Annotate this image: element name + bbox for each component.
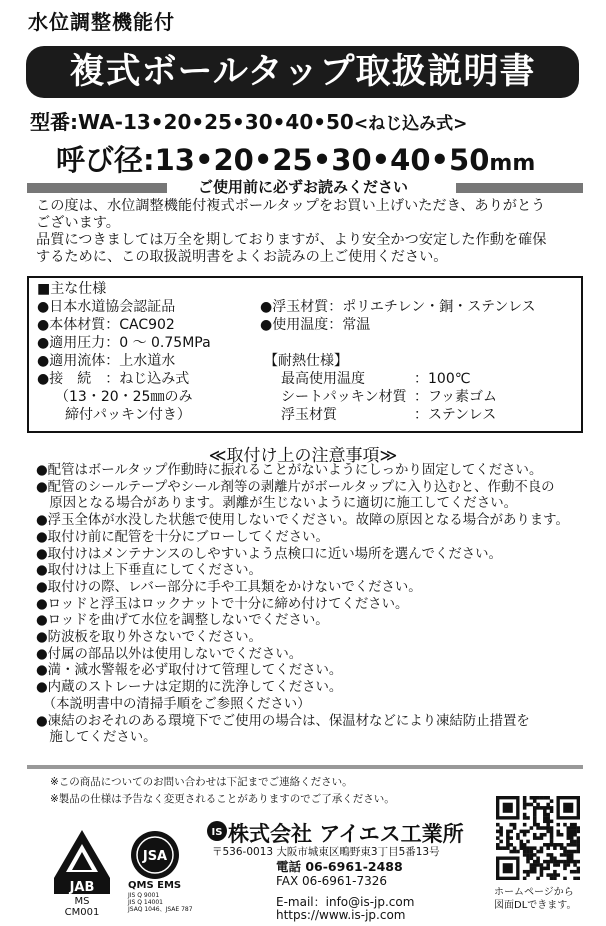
heat-spec-value: ：100℃ bbox=[414, 371, 471, 387]
spec-item: ●使用温度：常温 bbox=[260, 317, 371, 333]
caution-item: 施してください。 bbox=[36, 730, 157, 746]
company-mark-text: IS bbox=[211, 827, 223, 838]
company-website-link[interactable]: https://www.is-jp.com bbox=[276, 908, 406, 922]
intro-line: するために、この取扱説明書をよくお読みの上ご使用ください。 bbox=[36, 249, 448, 265]
jsa-logo bbox=[130, 830, 180, 880]
spec-item-note: （13・20・25㎜のみ bbox=[55, 389, 193, 405]
caution-item: ●配管のシールテープやシール剤等の剥離片がボールタップに入り込むと、作動不良の bbox=[36, 479, 555, 495]
jis-line: JSAQ 1046、JSAE 787 bbox=[128, 906, 193, 913]
caution-item: ●ロッドと浮玉はロックナットで十分に締め付けてください。 bbox=[36, 596, 409, 612]
company-name: 株式会社 アイエス工業所 bbox=[228, 822, 464, 846]
jab-logo-text: JAB bbox=[69, 880, 95, 894]
caution-heading: ≪取付け上の注意事項≫ bbox=[208, 446, 398, 466]
spec-box bbox=[27, 276, 583, 433]
heat-spec-value: ：ステンレス bbox=[414, 407, 497, 423]
document-title: 複式ボールタップ取扱説明書 bbox=[26, 46, 579, 98]
intro-line: この度は、水位調整機能付複式ボールタップをお買い上げいただき、ありがとう bbox=[36, 198, 546, 214]
spec-item: ●適用圧力：0 ～ 0.75MPa bbox=[37, 335, 211, 351]
qr-caption-line: ホームページから bbox=[494, 887, 574, 898]
caution-item: ●配管はボールタップ作動時に振れることがないようにしっかり固定してください。 bbox=[36, 463, 543, 478]
company-mark-icon bbox=[206, 820, 228, 842]
jab-caption bbox=[62, 896, 102, 918]
contact-note-line: ※製品の仕様は予告なく変更されることがありますのでご了承ください。 bbox=[50, 793, 395, 805]
jis-line: JIS Q 14001 bbox=[128, 899, 163, 906]
heat-spec-value: ：フッ素ゴム bbox=[414, 389, 498, 405]
jsa-logo-text: JSA bbox=[142, 849, 168, 864]
model-number bbox=[30, 106, 467, 135]
caution-item: ●凍結のおそれのある環境下でご使用の場合は、保温材などにより凍結防止措置を bbox=[36, 713, 530, 729]
footer-divider bbox=[27, 765, 583, 769]
company-phone: 電話 06-6961-2488 bbox=[276, 859, 403, 874]
jab-caption-line: CM001 bbox=[64, 907, 100, 918]
company-fax: FAX 06-6961-7326 bbox=[276, 874, 388, 888]
spec-item: ●本体材質：CAC902 bbox=[37, 317, 175, 333]
caution-item: ●取付けはメンテナンスのしやすいよう点検口に近い場所を選んでください。 bbox=[36, 546, 502, 562]
heat-spec-label: 浮玉材質 bbox=[281, 407, 337, 423]
company-email-link[interactable]: E-mail：info@is-jp.com bbox=[276, 895, 415, 909]
caution-item: ●内蔵のストレーナは定期的に洗浄してください。 bbox=[36, 680, 343, 696]
spec-heading: ■主な仕様 bbox=[37, 281, 107, 297]
heat-spec-label: 最高使用温度 bbox=[281, 371, 365, 387]
intro-text bbox=[36, 198, 596, 266]
model-label: 型番:WA-13•20•25•30•40•50 bbox=[30, 110, 354, 134]
qms-ems-label: QMS EMS bbox=[128, 880, 182, 891]
caution-list bbox=[36, 463, 569, 747]
caution-item: ●満・減水警報を必ず取付けて管理してください。 bbox=[36, 663, 343, 679]
qr-caption bbox=[494, 886, 576, 912]
jis-standards bbox=[128, 892, 193, 913]
caution-item: 原因となる場合があります。剥離が生じないように適切に施工してください。 bbox=[36, 496, 517, 512]
heat-spec-label: シートパッキン材質 bbox=[281, 389, 407, 405]
caution-item: （本説明書中の清掃手順をご参照ください） bbox=[36, 696, 311, 712]
company-address: 〒536-0013 大阪市城東区鴫野東3丁目5番13号 bbox=[212, 846, 440, 858]
contact-notes bbox=[50, 774, 395, 808]
spec-item-note: 締付パッキン付き） bbox=[65, 407, 191, 423]
model-suffix: <ねじ込み式> bbox=[353, 114, 468, 134]
caution-item: ●取付けの際、レバー部分に手や工具類をかけないでください。 bbox=[36, 579, 422, 595]
caution-item: ●ロッドを曲げて水位を調整しないでください。 bbox=[36, 613, 329, 629]
read-before-use-notice: ご使用前に必ずお読みください bbox=[197, 178, 408, 196]
jab-logo bbox=[52, 828, 112, 894]
caution-item: ●防波板を取り外さないでください。 bbox=[36, 630, 262, 646]
spec-item: ●適用流体：上水道水 bbox=[37, 353, 176, 369]
spec-item: ●浮玉材質：ポリエチレン・銅・ステンレス bbox=[260, 299, 536, 315]
caution-item: ●取付け前に配管を十分にブローしてください。 bbox=[36, 529, 329, 545]
nominal-diameter bbox=[56, 138, 535, 179]
spec-item: ●接 続 ：ねじ込み式 bbox=[37, 371, 190, 387]
jab-caption-line: MS bbox=[74, 896, 90, 907]
bore-unit: mm bbox=[489, 151, 536, 176]
intro-line: 品質につきましては万全を期しておりますが、より安全かつ安定した作動を確保 bbox=[36, 232, 547, 248]
spec-item: ●日本水道協会認証品 bbox=[37, 299, 176, 315]
jis-line: JIS Q 9001 bbox=[128, 892, 160, 899]
qr-caption-line: 図面DLできます。 bbox=[494, 900, 577, 911]
contact-note-line: ※この商品についてのお問い合わせは下記までご連絡ください。 bbox=[50, 776, 353, 788]
caution-item: ●浮玉全体が水没した状態で使用しないでください。故障の原因となる場合があります。 bbox=[36, 513, 569, 529]
subtitle: 水位調整機能付 bbox=[28, 10, 175, 34]
caution-item: ●付属の部品以外は使用しないでください。 bbox=[36, 646, 303, 662]
qr-code[interactable] bbox=[496, 796, 580, 880]
intro-line: ございます。 bbox=[36, 215, 120, 231]
heat-spec-heading: 【耐熱仕様】 bbox=[264, 353, 348, 369]
caution-item: ●取付けは上下垂直にしてください。 bbox=[36, 563, 262, 579]
bore-label: 呼び径:13•20•25•30•40•50 bbox=[56, 143, 490, 177]
